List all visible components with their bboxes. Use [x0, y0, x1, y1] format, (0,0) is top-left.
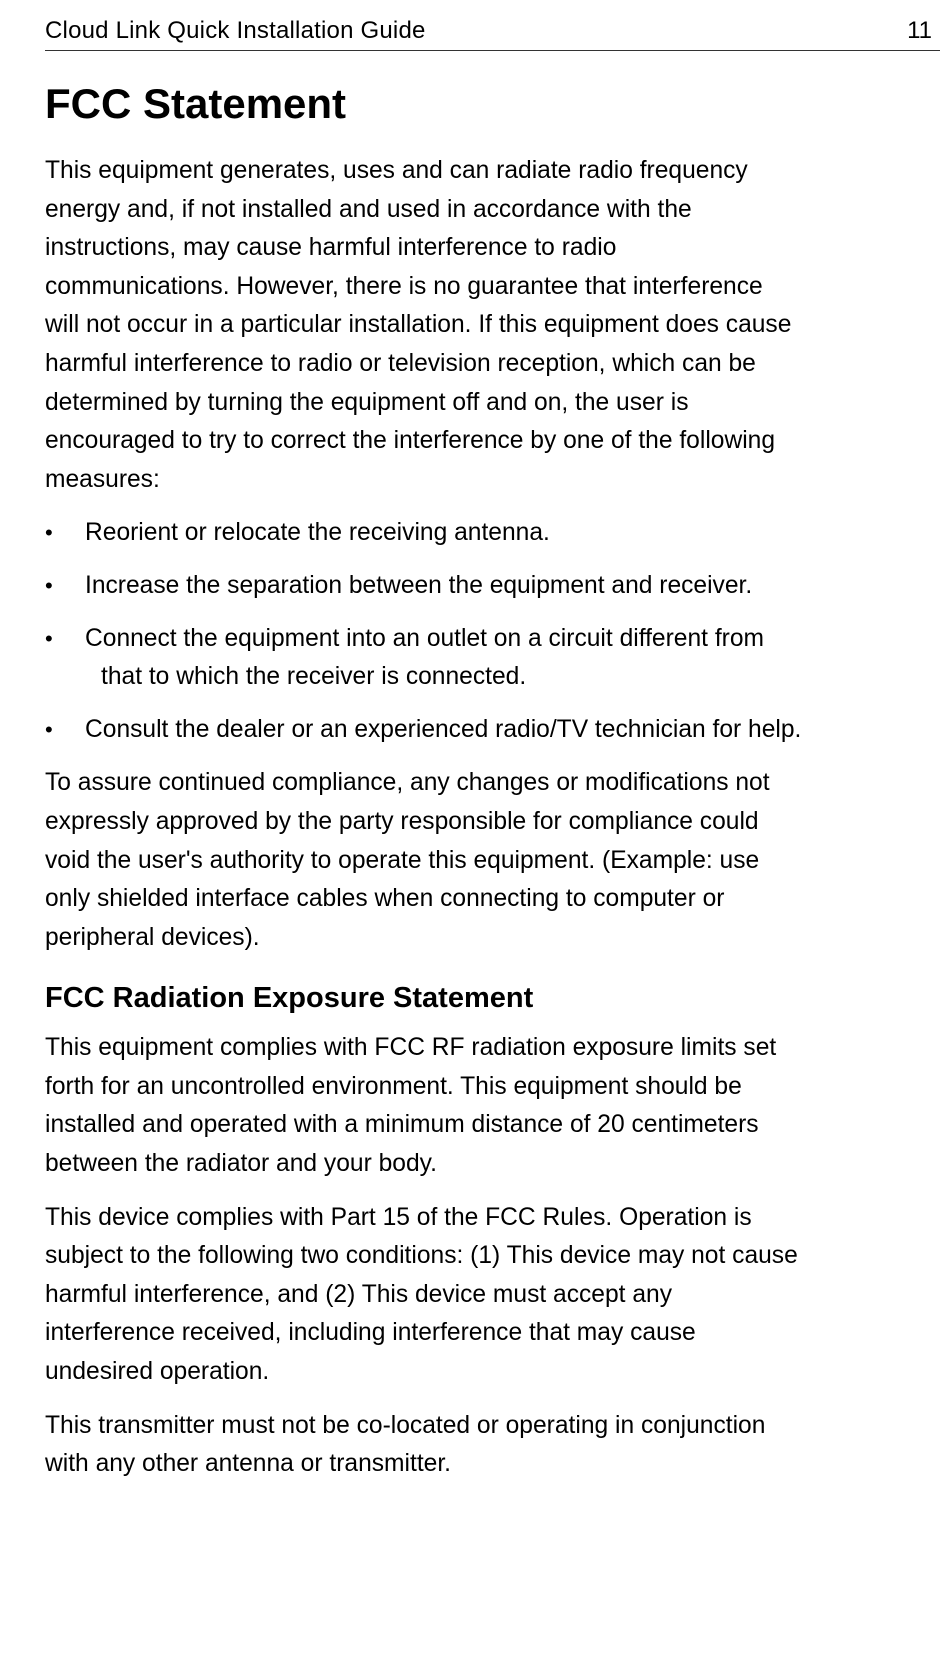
text-line: only shielded interface cables when connecting to computer or [45, 885, 725, 913]
colocation-paragraph [45, 1407, 945, 1484]
bullet-icon: • [45, 716, 53, 742]
text-line: Connect the equipment into an outlet on a circuit different from [85, 624, 765, 652]
text-line: subject to the following two conditions: (1) This device may not cause [45, 1242, 798, 1270]
text-line: harmful interference, and (2) This device must accept any [45, 1280, 672, 1308]
text-line: This equipment generates, uses and can radiate radio frequency [45, 157, 748, 184]
intro-paragraph [45, 152, 945, 499]
text-line: void the user's authority to operate this equipment. (Example: use [45, 846, 760, 874]
page-number: 11 [907, 17, 932, 44]
text-line: that to which the receiver is connected. [101, 663, 527, 691]
part15-paragraph [45, 1199, 945, 1392]
text-line: will not occur in a particular installation. If this equipment does cause [45, 311, 792, 339]
text-line: instructions, may cause harmful interference to radio [45, 234, 617, 262]
compliance-paragraph [45, 764, 945, 957]
text-line: This device complies with Part 15 of the FCC Rules. Operation is [45, 1203, 752, 1231]
bullet-icon: • [45, 625, 53, 651]
bullet-icon: • [45, 572, 53, 598]
text-line: Consult the dealer or an experienced radio/TV technician for help. [85, 715, 802, 743]
text-line: interference received, including interference that may cause [45, 1319, 696, 1347]
text-line: This transmitter must not be co-located or operating in conjunction [45, 1411, 766, 1439]
exposure-paragraph [45, 1029, 945, 1183]
text-line: expressly approved by the party responsible for compliance could [45, 807, 759, 835]
text-line: energy and, if not installed and used in accordance with the [45, 195, 692, 223]
text-line: undesired operation. [45, 1358, 270, 1386]
section-heading-fcc-statement: FCC Statement [45, 80, 347, 127]
list-item [45, 711, 945, 750]
list-item [45, 620, 945, 697]
text-line: To assure continued compliance, any changes or modifications not [45, 769, 770, 797]
bullet-icon: • [45, 520, 53, 546]
header-title: Cloud Link Quick Installation Guide [45, 17, 426, 44]
measures-list [45, 514, 945, 749]
text-line: with any other antenna or transmitter. [45, 1450, 452, 1478]
list-item [45, 514, 945, 553]
text-line: peripheral devices). [45, 923, 260, 951]
list-item [45, 567, 945, 606]
running-header [45, 12, 940, 51]
text-line: encouraged to try to correct the interference by one of the following [45, 427, 776, 455]
text-line: between the radiator and your body. [45, 1150, 437, 1178]
text-line: measures: [45, 465, 160, 493]
text-line: forth for an uncontrolled environment. This equipment should be [45, 1072, 742, 1100]
text-line: harmful interference to radio or television reception, which can be [45, 349, 756, 377]
text-line: installed and operated with a minimum distance of 20 centimeters [45, 1111, 759, 1139]
text-line: Reorient or relocate the receiving antenna. [85, 519, 550, 547]
text-line: determined by turning the equipment off and on, the user is [45, 388, 689, 416]
text-line: This equipment complies with FCC RF radiation exposure limits set [45, 1034, 777, 1062]
section-heading-radiation-exposure: FCC Radiation Exposure Statement [45, 982, 534, 1015]
page-content [45, 74, 945, 1499]
text-line: communications. However, there is no guarantee that interference [45, 272, 763, 300]
radiation-exposure-section [45, 979, 945, 1484]
text-line: Increase the separation between the equipment and receiver. [85, 571, 753, 599]
